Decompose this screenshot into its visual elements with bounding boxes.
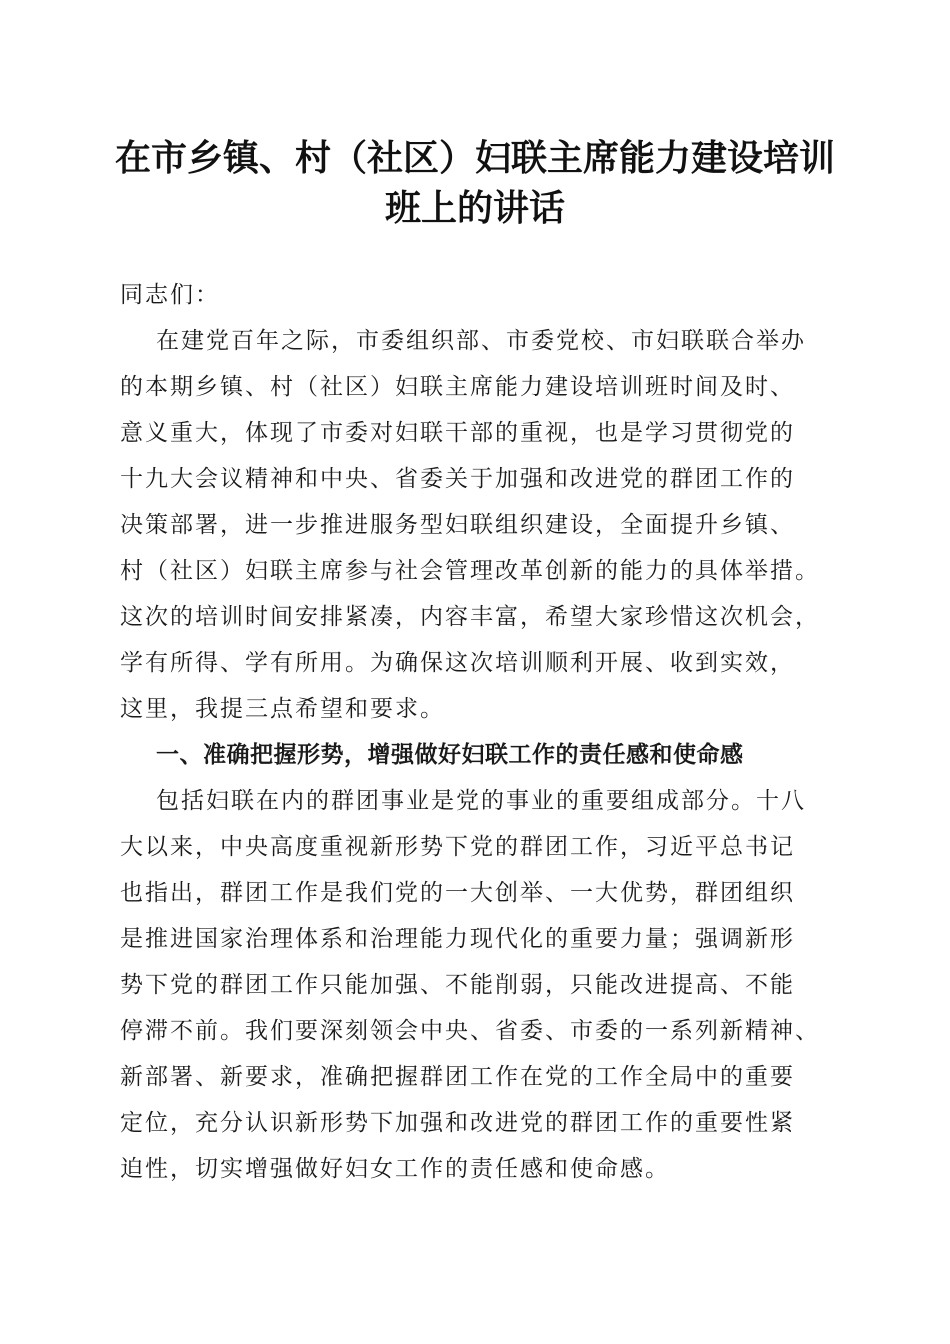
- paragraph-line: 的本期乡镇、村（社区）妇联主席能力建设培训班时间及时、: [120, 374, 795, 400]
- paragraph-line: 这里，我提三点希望和要求。: [120, 696, 445, 722]
- paragraph-line: 村（社区）妇联主席参与社会管理改革创新的能力的具体举措。: [120, 558, 820, 584]
- paragraph-line: 迫性，切实增强做好妇女工作的责任感和使命感。: [120, 1156, 670, 1182]
- paragraph-line: 包括妇联在内的群团事业是党的事业的重要组成部分。十八: [156, 788, 806, 814]
- paragraph-line: 停滞不前。我们要深刻领会中央、省委、市委的一系列新精神、: [120, 1018, 820, 1044]
- paragraph-line: 十九大会议精神和中央、省委关于加强和改进党的群团工作的: [120, 466, 795, 492]
- salutation: 同志们：: [120, 282, 220, 308]
- paragraph-line: 定位，充分认识新形势下加强和改进党的群团工作的重要性紧: [120, 1110, 795, 1136]
- paragraph-line: 在建党百年之际，市委组织部、市委党校、市妇联联合举办: [156, 328, 806, 354]
- document-title-line-2: 班上的讲话: [384, 187, 565, 229]
- paragraph-line: 决策部署，进一步推进服务型妇联组织建设，全面提升乡镇、: [120, 512, 795, 538]
- paragraph-line: 学有所得、学有所用。为确保这次培训顺利开展、收到实效，: [120, 650, 795, 676]
- section-1-heading: 一、准确把握形势，增强做好妇联工作的责任感和使命感: [156, 742, 744, 768]
- paragraph-line: 这次的培训时间安排紧凑，内容丰富，希望大家珍惜这次机会，: [120, 604, 820, 630]
- paragraph-line: 也指出，群团工作是我们党的一大创举、一大优势，群团组织: [120, 880, 795, 906]
- paragraph-line: 势下党的群团工作只能加强、不能削弱，只能改进提高、不能: [120, 972, 795, 998]
- paragraph-line: 意义重大，体现了市委对妇联干部的重视，也是学习贯彻党的: [120, 420, 795, 446]
- paragraph-line: 新部署、新要求，准确把握群团工作在党的工作全局中的重要: [120, 1064, 795, 1090]
- paragraph-line: 是推进国家治理体系和治理能力现代化的重要力量；强调新形: [120, 926, 795, 952]
- paragraph-line: 大以来，中央高度重视新形势下党的群团工作，习近平总书记: [120, 834, 795, 860]
- document-title-line-1: 在市乡镇、村（社区）妇联主席能力建设培训: [114, 137, 835, 179]
